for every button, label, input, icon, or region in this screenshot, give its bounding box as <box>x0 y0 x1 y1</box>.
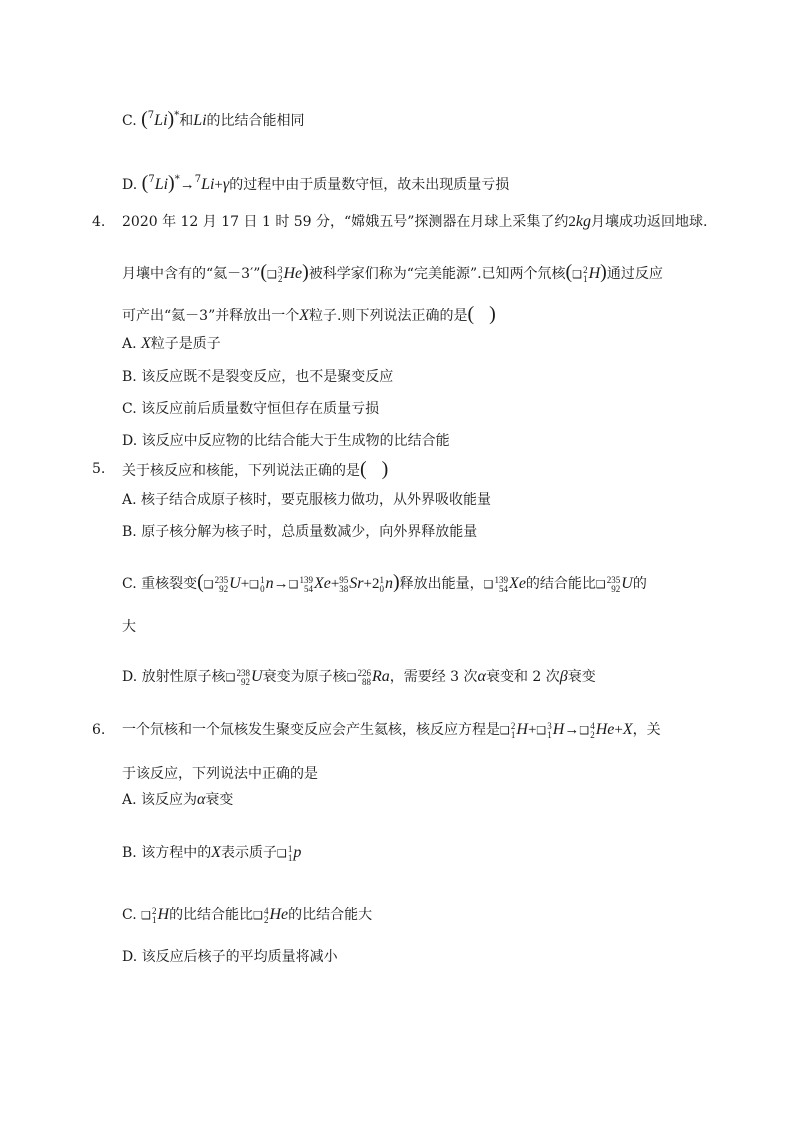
option-label: B. <box>122 524 137 540</box>
x-symbol: X <box>211 844 221 861</box>
q6-stem-line1 <box>122 720 661 741</box>
alpha-symbol: α <box>477 668 486 685</box>
deuterium-nuclide: ❑ 2 1 H <box>572 264 601 284</box>
gamma-symbol: γ <box>222 176 230 193</box>
option-label: D. <box>122 433 138 449</box>
text: 月壤中含有的“氦－3′” <box>122 266 261 282</box>
li-symbol: Li <box>201 176 215 193</box>
x-symbol: X <box>622 721 633 738</box>
q6-stem-line2: 于该反应，下列说法中正确的是 <box>122 766 318 782</box>
q5-option-c: C. 重核裂变(❑ 235 92 U+❑ 1 0 n→❑ 139 54 Xe+ 95 38 Sr+2 1 0 n)释放出能量，❑ 139 54 Xe的结合能比❑ 235 92 U的 <box>122 571 647 594</box>
text: ，需要经 3 次 <box>389 669 478 685</box>
alpha-symbol: α <box>197 791 206 808</box>
option-label: C. <box>122 576 137 592</box>
li-symbol: Li <box>154 112 168 129</box>
arrow-icon: → <box>564 722 580 738</box>
option-label: D. <box>122 949 138 965</box>
q5-option-b <box>122 522 477 542</box>
uranium235-nuclide: ❑ 235 92 U <box>595 574 633 594</box>
box-icon: ❑ <box>253 909 263 922</box>
q6-option-c <box>122 905 372 926</box>
box-icon: ❑ <box>572 268 583 281</box>
box-icon: ❑ <box>536 724 547 737</box>
q5-number: 5. <box>92 461 106 477</box>
text: 表示质子 <box>220 845 277 861</box>
option-label: B. <box>122 369 137 385</box>
text: 衰变和 2 次 <box>485 669 560 685</box>
text: 的比结合能大 <box>288 907 373 923</box>
tritium-nuclide: ❑ 3 1 H <box>536 720 565 740</box>
text: 重核裂变 <box>141 576 198 592</box>
q6-option-d <box>122 947 338 967</box>
q4-option-d <box>122 431 450 451</box>
q4-number: 4. <box>92 214 106 230</box>
q4-line1 <box>122 212 707 232</box>
xenon139-nuclide: ❑ 139 54 Xe <box>288 574 331 594</box>
mass-number: 7 <box>148 174 155 185</box>
arrow-icon: → <box>273 576 289 592</box>
text: 可产出“氦－3”并释放出一个 <box>122 308 300 324</box>
option-label: C. <box>122 401 137 417</box>
beta-symbol: β <box>559 668 568 685</box>
uranium235-nuclide: ❑ 235 92 U <box>203 574 241 594</box>
q4-option-b <box>122 367 393 387</box>
box-icon: ❑ <box>579 724 590 737</box>
box-icon: ❑ <box>346 671 357 684</box>
text: 释放出能量， <box>399 576 484 592</box>
q5-stem: 关于核反应和核能，下列说法正确的是( ) <box>122 458 389 480</box>
plus-sign: + <box>330 576 340 592</box>
box-icon: ❑ <box>276 847 287 860</box>
option-label: C. <box>122 907 137 923</box>
text: 通过反应 <box>606 266 663 282</box>
q4-option-c <box>122 399 379 419</box>
text: 该反应后核子的平均质量将减小 <box>141 949 338 965</box>
radium226-nuclide: ❑ 226 88 Ra <box>346 667 390 687</box>
option-label: A. <box>122 492 137 508</box>
q5-option-d <box>122 667 596 688</box>
option-label: C. <box>122 113 137 129</box>
text: 2020 年 12 月 17 日 1 时 59 分，“嫦娥五号”探测器在月球上采集了约 <box>122 214 569 230</box>
text: 的比结合能相同 <box>206 113 305 129</box>
text: ，关 <box>632 722 661 738</box>
coefficient: 2 <box>372 576 380 592</box>
deuterium-nuclide: ❑ 2 1 H <box>141 905 170 925</box>
uranium238-nuclide: ❑ 238 92 U <box>225 667 263 687</box>
text: 粒子.则下列说法正确的是 <box>309 308 468 324</box>
box-icon: ❑ <box>249 578 260 591</box>
helium4-nuclide: ❑ 4 2 He <box>253 905 289 925</box>
box-icon: ❑ <box>595 578 606 591</box>
box-icon: ❑ <box>483 578 494 591</box>
plus-sign: + <box>527 722 537 738</box>
q6-option-a <box>122 790 233 810</box>
option-label: A. <box>122 336 137 352</box>
plus-sign: + <box>363 576 372 592</box>
text: 放射性原子核 <box>141 669 226 685</box>
q3-option-d: D. ($^7$Li)*→$^7$Li+γ的过程中由于质量数守恒，故未出现质量亏损 <box>122 172 510 194</box>
q4-option-a <box>122 334 221 354</box>
box-icon: ❑ <box>500 724 510 737</box>
q4-line3: 可产出“氦－3”并释放出一个X粒子.则下列说法正确的是( ) <box>122 303 496 325</box>
text: 关于核反应和核能，下列说法正确的是 <box>122 463 360 479</box>
mass-unit: kg <box>575 213 591 230</box>
mass-number: 7 <box>147 110 155 121</box>
option-label: A. <box>122 792 137 808</box>
box-icon: ❑ <box>225 671 236 684</box>
proton-nuclide: ❑ 1 1 p <box>276 843 302 863</box>
q6-option-b <box>122 843 301 864</box>
strontium95-nuclide: 95 38 Sr <box>339 574 364 594</box>
text: 该反应前后质量数守恒但存在质量亏损 <box>141 401 380 417</box>
box-icon: ❑ <box>141 909 151 922</box>
text: 该反应中反应物的比结合能大于生成物的比结合能 <box>141 433 450 449</box>
box-icon: ❑ <box>288 578 299 591</box>
box-icon: ❑ <box>203 578 214 591</box>
option-label: B. <box>122 845 137 861</box>
text: 的比结合能比 <box>169 907 254 923</box>
text: 的 <box>632 576 647 592</box>
text: 该反应为 <box>141 792 198 808</box>
mass-number: 7 <box>194 174 202 185</box>
text: 粒子是质子 <box>150 336 221 352</box>
x-symbol: X <box>141 335 151 352</box>
plus-sign: + <box>214 177 223 193</box>
helium4-nuclide: ❑ 4 2 He <box>579 720 615 740</box>
text: 的过程中由于质量数守恒，故未出现质量亏损 <box>229 177 510 193</box>
text: 的结合能比 <box>525 576 596 592</box>
neutron-nuclide: 1 0 n <box>379 574 393 594</box>
text: 该反应既不是裂变反应，也不是聚变反应 <box>141 369 394 385</box>
text: 月壤成功返回地球. <box>590 214 708 230</box>
text: 衰变为原子核 <box>262 669 347 685</box>
mass-value: 2 <box>568 214 576 230</box>
arrow-icon: → <box>179 177 195 193</box>
option-label: D. <box>122 177 138 193</box>
text: 衰变 <box>567 669 596 685</box>
text: 核子结合成原子核时，要克服核力做功，从外界吸收能量 <box>141 492 492 508</box>
box-icon: ❑ <box>267 268 277 281</box>
text: 原子核分解为核子时，总质量数减少，向外界释放能量 <box>141 524 478 540</box>
text: 被科学家们称为“完美能源”.已知两个氘核 <box>308 266 566 282</box>
q4-line2: 月壤中含有的“氦－3′”(❑ 3 2 He)被科学家们称为“完美能源”.已知两个氘核(❑ 2 1 H)通过反应 <box>122 261 663 284</box>
li-symbol: Li <box>154 176 169 193</box>
x-symbol: X <box>299 307 310 324</box>
q5-option-c-wrap: 大 <box>122 619 136 635</box>
text: 和 <box>179 113 194 129</box>
plus-sign: + <box>614 722 623 738</box>
helium3-nuclide: ❑ 3 2 He <box>267 264 303 284</box>
q5-option-a <box>122 490 491 510</box>
neutron-nuclide: ❑ 1 0 n <box>249 574 274 594</box>
plus-sign: + <box>240 576 250 592</box>
q6-number: 6. <box>92 722 106 738</box>
li-symbol: Li <box>193 112 207 129</box>
text: 一个氘核和一个氚核发生聚变反应会产生氦核，核反应方程是 <box>122 722 500 738</box>
text: 衰变 <box>205 792 234 808</box>
deuterium-nuclide: ❑ 2 1 H <box>500 720 528 740</box>
text: 该方程中的 <box>141 845 212 861</box>
xenon139-nuclide: ❑ 139 54 Xe <box>483 574 526 594</box>
option-label: D. <box>122 669 138 685</box>
q3-option-c: C. ($^7$Li)*和Li的比结合能相同 <box>122 108 305 130</box>
